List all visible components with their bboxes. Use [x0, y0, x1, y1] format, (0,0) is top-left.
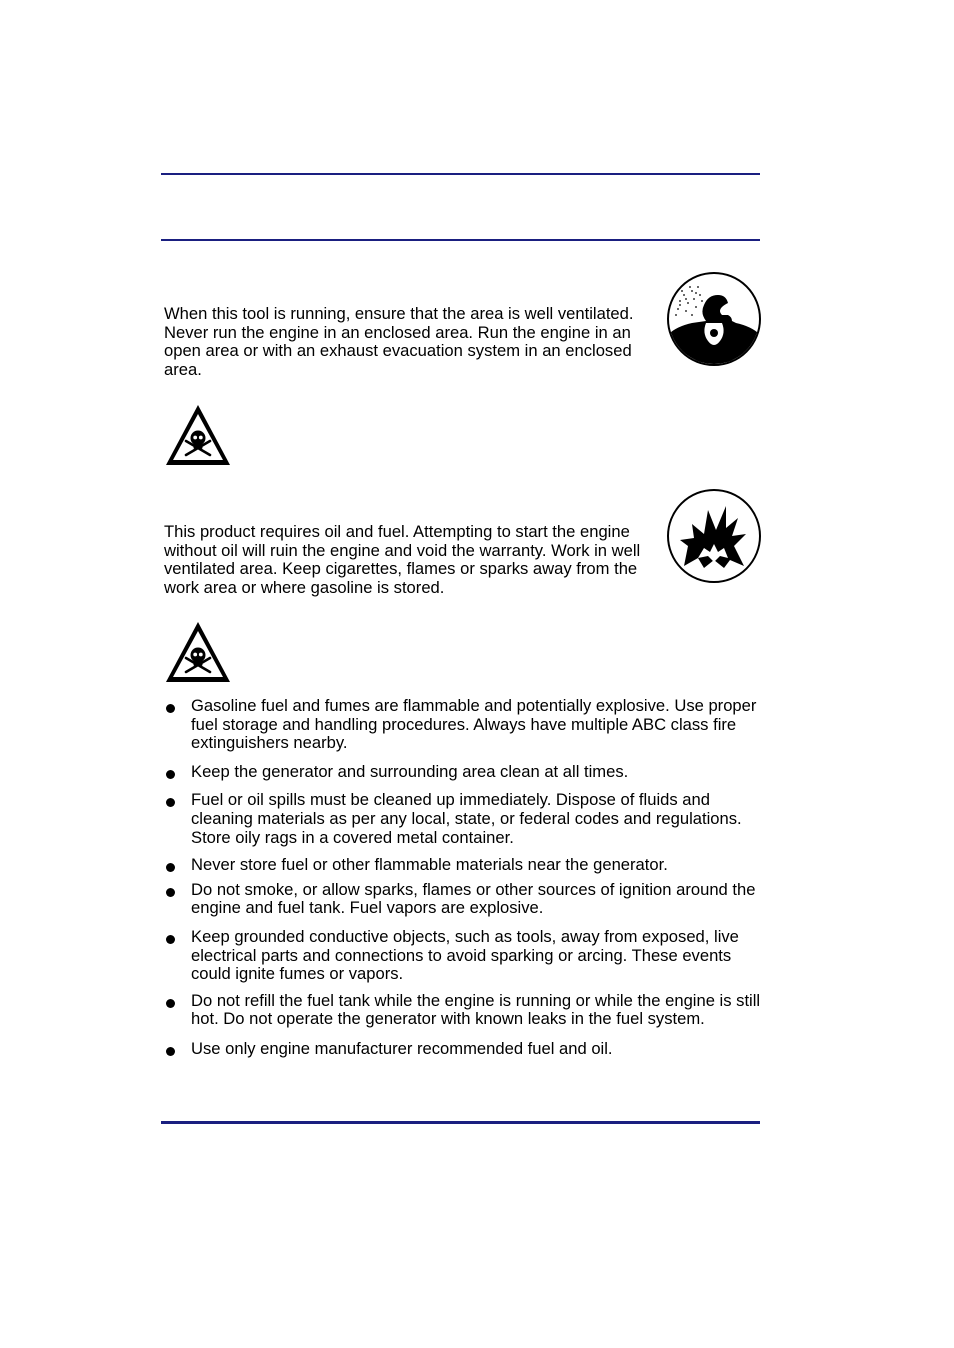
header-top-rule — [161, 173, 760, 175]
poison-warning-triangle-icon — [164, 620, 232, 684]
list-item-text: Keep grounded conductive objects, such as tools, away from exposed, live electrical parts and connections to avoid sparking or arcing. These events could ignite fumes or vapors. — [191, 926, 739, 984]
list-item — [164, 763, 764, 782]
list-item-text: Never store fuel or other flammable materials near the generator. — [191, 855, 668, 875]
safety-bullet-list — [164, 697, 764, 1059]
list-item — [164, 881, 764, 918]
list-item — [164, 1040, 764, 1059]
list-item-text: Gasoline fuel and fumes are flammable and potentially explosive. Use proper fuel storage and handling procedures. Always have multiple ABC class fire extinguishers nearby. — [191, 696, 757, 753]
list-item-text: Use only engine manufacturer recommended fuel and oil. — [191, 1038, 613, 1058]
bullet-icon — [166, 770, 175, 779]
breathing-hazard-icon — [666, 271, 762, 367]
list-item — [164, 856, 764, 875]
list-item-text: Do not smoke, or allow sparks, flames or other sources of ignition around the engine and fuel tank. Fuel vapors are explosive. — [191, 879, 756, 918]
bullet-icon — [166, 1047, 175, 1056]
list-item — [164, 928, 764, 984]
bullet-icon — [166, 704, 175, 713]
ventilation-paragraph: When this tool is running, ensure that the area is well ventilated. Never run the engine in an enclosed area. Run the engine in an open area or with an exhaust evacuation system in an enclosed area. — [164, 304, 634, 379]
list-item-text: Do not refill the fuel tank while the engine is running or while the engine is still hot. Do not operate the generator with known leaks in the fuel system. — [191, 990, 761, 1029]
poison-warning-triangle-icon — [164, 403, 232, 467]
bullet-icon — [166, 798, 175, 807]
bullet-icon — [166, 863, 175, 872]
list-item-text: Fuel or oil spills must be cleaned up immediately. Dispose of fluids and cleaning materials as per any local, state, or federal codes and regulations. Store oily rags in a covered metal container. — [191, 790, 742, 847]
bullet-icon — [166, 888, 175, 897]
bullet-icon — [166, 999, 175, 1008]
explosion-hazard-icon — [666, 488, 762, 584]
list-item-text: Keep the generator and surrounding area clean at all times. — [191, 761, 629, 781]
footer-rule — [161, 1121, 760, 1124]
header-bottom-rule — [161, 239, 760, 241]
list-item — [164, 791, 764, 847]
list-item — [164, 697, 764, 753]
fuel-paragraph: This product requires oil and fuel. Attempting to start the engine without oil will ruin the engine and void the warranty. Work in well ventilated area. Keep cigarettes, flames or sparks away from the work area or where gasoline is stored. — [164, 522, 641, 597]
bullet-icon — [166, 935, 175, 944]
list-item — [164, 992, 764, 1029]
